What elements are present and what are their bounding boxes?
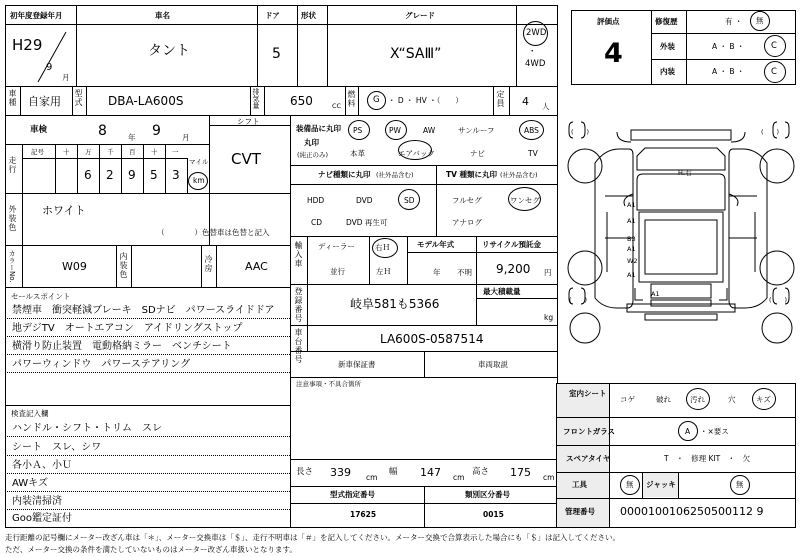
inspector-line: ハンドル・シフト・トリム スレ — [12, 423, 162, 434]
color-note: （ ）色替車は色替と記入 — [157, 228, 270, 237]
chassis-label: 車台番号 — [294, 328, 303, 364]
recycle-label: リサイクル預託金 — [482, 240, 541, 249]
notes-label: 注意事項・不具合箇所 — [296, 380, 361, 388]
svg-text:( ): ( ) — [571, 128, 590, 136]
chassis-value: LA600S-0587514 — [380, 332, 484, 346]
equip-aw: AW — [423, 126, 436, 135]
mgmt-label: 管理番号 — [565, 507, 595, 516]
odo-header: 百 — [129, 148, 136, 156]
inspection-month-unit: 月 — [182, 133, 190, 142]
navi-dvd-play: DVD 再生可 — [346, 218, 388, 227]
svg-text:( ): ( ) — [569, 296, 588, 304]
tv-analog: アナログ — [452, 218, 482, 227]
tools-none: 無 — [626, 480, 634, 489]
tv-oneseg: ワンセグ — [510, 196, 540, 205]
diagram-note: W2 — [627, 257, 638, 265]
warranty-label: 新車保証書 — [338, 360, 376, 369]
color-code-label: カラーNo. — [8, 250, 16, 283]
sales-point-line: パワーウィンドウ パワーステアリング — [12, 359, 191, 370]
mile-label: マイル — [189, 158, 209, 166]
exterior-label: 外装 — [660, 42, 675, 51]
inspector-line: 内装清掃済 — [12, 496, 62, 507]
footer-line-1: 走行距離の記号欄にメーター改ざん車は「＊」、メーター交換車は「＄」、走行不明車は「＃」を記入してください。メーター交換で合算表示した場合にも「＄」は記入してください。 — [5, 533, 620, 542]
odo-header: 十 — [63, 148, 70, 156]
odo-header: 十 — [151, 148, 158, 156]
interior-color-label: 内装色 — [119, 252, 128, 279]
odo-digit: 9 — [128, 168, 136, 182]
jack-none: 無 — [736, 480, 744, 489]
seat-item: 穴 — [728, 395, 736, 404]
diagram-note: A1 — [627, 201, 636, 209]
car-name-value: タント — [148, 43, 190, 59]
odo-digit: 3 — [172, 168, 180, 182]
equip-airbag: エアバック — [398, 149, 435, 158]
capacity-label: 定員 — [496, 90, 505, 108]
mgmt-value: 0000100106250500112 9 — [620, 505, 764, 518]
recycle-value: 9,200 — [496, 262, 531, 276]
displacement-value: 650 — [290, 94, 313, 108]
repair-label: 修復歴 — [655, 17, 678, 26]
sales-points-label: セールスポイント — [11, 292, 71, 301]
capacity-unit: 人 — [542, 102, 550, 111]
reg-number-value: 岐阜581も5366 — [350, 297, 440, 311]
model-year-unknown: 不明 — [457, 268, 472, 277]
interior-grades: A ・ B ・ — [712, 67, 745, 76]
first-reg-label: 初年度登録年月 — [10, 11, 63, 20]
ac-value: AAC — [245, 260, 268, 273]
shift-label: シフト — [237, 117, 260, 126]
height-unit: cm — [543, 473, 555, 482]
equipment-sub: (純正のみ) — [297, 151, 329, 159]
glass-label: フロントガラス — [563, 427, 616, 436]
capacity-value: 4 — [522, 95, 529, 108]
equip-tv: TV — [528, 149, 538, 158]
door-value: 5 — [272, 46, 281, 62]
length-value: 339 — [330, 466, 351, 479]
seat-item: キズ — [756, 395, 771, 404]
navi-cd: CD — [311, 218, 323, 227]
fuel-label: 燃料 — [347, 90, 356, 108]
car-type-label: 車種 — [8, 89, 17, 107]
equip-pw: PW — [389, 126, 401, 135]
door-label: ドア — [265, 11, 280, 20]
odo-label: 走行 — [8, 156, 17, 174]
drive-4wd: 4WD — [525, 59, 546, 69]
recycle-unit: 円 — [544, 268, 552, 277]
first-reg-year: H29 — [12, 36, 43, 54]
import-right-h: 右Ｈ — [375, 243, 390, 252]
diagram-note: A1 — [627, 245, 636, 253]
ext-color-label: 外装色 — [8, 205, 17, 232]
ext-color-value: ホワイト — [42, 204, 86, 217]
import-label: 輸入車 — [294, 241, 303, 268]
first-reg-month: 9 — [46, 62, 53, 73]
type-desig-value: 17625 — [350, 510, 377, 519]
fuel-g: G — [373, 95, 380, 105]
equip-leather: 本革 — [350, 149, 365, 158]
sales-point-line: 地デジTV オートエアコン アイドリングストップ — [12, 323, 243, 334]
ac-label: 冷房 — [204, 255, 213, 273]
diagram-note: A1 — [651, 290, 660, 298]
km-label: km — [193, 176, 205, 185]
width-label: 幅 — [389, 467, 398, 477]
spare-label: スペアタイヤ — [566, 454, 611, 463]
inspector-label: 検査記入欄 — [11, 409, 49, 418]
width-unit: cm — [453, 473, 465, 482]
tools-label: 工具 — [572, 480, 587, 489]
svg-text:( ): ( ) — [769, 296, 788, 304]
seat-item: 破れ — [656, 395, 671, 404]
shift-value: CVT — [231, 150, 261, 168]
max-load-label: 最大積載量 — [483, 287, 521, 296]
inspector-line: 各小Ａ、小Ｕ — [12, 460, 72, 471]
length-unit: cm — [366, 473, 378, 482]
height-label: 高さ — [472, 467, 490, 477]
score-label: 評価点 — [597, 17, 620, 26]
navi-type-label: ナビ種類に丸印 — [318, 170, 371, 179]
tv-fullseg: フルセグ — [452, 196, 482, 205]
length-label: 長さ — [296, 467, 314, 477]
navi-sd: SD — [404, 196, 415, 205]
diagram-note: A1 — [627, 271, 636, 279]
first-reg-month-unit: 月 — [62, 73, 70, 82]
odo-digit: 5 — [150, 168, 158, 182]
shape-label: 形状 — [301, 11, 316, 20]
inspection-month: 9 — [152, 123, 161, 139]
sales-point-line: 横滑り防止装置 電動格納ミラー ベンチシート — [12, 341, 232, 352]
model-value: DBA-LA600S — [108, 94, 184, 108]
equip-sunroof: サンルーフ — [458, 126, 495, 135]
equipment-label: 装備品に丸印 — [296, 124, 341, 133]
exterior-c: C — [771, 41, 777, 51]
spare-items: T ・ 修理 KIT ・ 欠 — [664, 454, 751, 463]
model-year-label: モデル年式 — [417, 240, 455, 249]
equip-ps: PS — [353, 126, 363, 135]
odo-digit: 2 — [106, 168, 114, 182]
model-year-unit: 年 — [433, 268, 441, 277]
svg-text:( ): ( ) — [761, 128, 780, 136]
inspection-year: 8 — [98, 123, 107, 139]
class-label: 類別区分番号 — [465, 490, 510, 499]
import-left-h: 左Ｈ — [376, 267, 391, 276]
width-value: 147 — [420, 466, 441, 479]
inspector-line: Goo鑑定証付 — [12, 513, 72, 524]
car-type-value: 自家用 — [28, 95, 61, 108]
glass-a: A — [685, 427, 691, 436]
footer-line-2: ただ、メーター交換の条件を満たしていないものはメーター改ざん車扱いとなります。 — [5, 545, 297, 554]
import-parallel: 並行 — [330, 267, 345, 276]
diagram-note: H:右 — [678, 169, 692, 177]
glass-x: ・×要ス — [700, 427, 729, 436]
drive-2wd: 2WD — [526, 28, 547, 38]
odo-header: 万 — [85, 148, 92, 156]
inspector-line: AWキズ — [12, 478, 48, 489]
navi-dvd: DVD — [356, 196, 373, 205]
interior-label: 内装 — [660, 67, 675, 76]
car-damage-diagram — [565, 108, 797, 370]
diagram-note: B3 — [627, 235, 636, 243]
fuel-options: ・ D ・ HV ・（ ） — [388, 96, 463, 105]
equip-abs: ABS — [524, 126, 539, 135]
inspection-label: 車検 — [30, 125, 48, 135]
displacement-label: 排気量 — [252, 88, 260, 109]
model-label: 型式 — [74, 89, 83, 107]
navi-hdd: HDD — [307, 196, 325, 205]
import-dealer: ディーラー — [318, 242, 355, 251]
seat-item: 汚れ — [690, 395, 705, 404]
repair-options: 有 ・ — [725, 17, 743, 26]
exterior-grades: A ・ B ・ — [712, 42, 745, 51]
color-code-value: W09 — [62, 260, 87, 273]
class-value: 0015 — [483, 510, 504, 519]
repair-none: 無 — [756, 16, 764, 25]
jack-label: ジャッキ — [646, 480, 676, 489]
inspection-year-unit: 年 — [128, 133, 136, 142]
interior-c: C — [771, 67, 777, 77]
max-load-unit: kg — [544, 313, 554, 322]
seat-item: コゲ — [620, 395, 635, 404]
displacement-unit: CC — [332, 102, 342, 110]
odo-digit: 6 — [84, 168, 92, 182]
equip-navi: ナビ — [470, 149, 485, 158]
seat-label: 室内シート — [569, 389, 607, 398]
tv-type-label: TV 種類に丸印 — [446, 170, 498, 179]
car-name-label: 車名 — [155, 11, 170, 20]
sales-point-line: 禁煙車 衝突軽減ブレーキ SDナビ パワースライドドア — [12, 305, 275, 316]
grade-value: X“SAⅢ” — [390, 46, 442, 62]
odo-header: 一 — [172, 148, 179, 156]
odo-header: 千 — [107, 148, 114, 156]
grade-label: グレード — [405, 11, 435, 20]
diagram-note: A1 — [627, 217, 636, 225]
score-value: 4 — [604, 38, 623, 69]
odo-header: 記号 — [31, 148, 44, 156]
manual-label: 車両取説 — [478, 360, 508, 369]
height-value: 175 — [510, 466, 531, 479]
navi-type-note: (社外品含む) — [376, 171, 414, 179]
reg-number-label: 登録番号 — [294, 287, 303, 323]
inspector-line: シート スレ、シワ — [12, 442, 102, 453]
tv-type-note: (社外品含む) — [500, 171, 538, 179]
type-desig-label: 型式指定番号 — [330, 490, 375, 499]
